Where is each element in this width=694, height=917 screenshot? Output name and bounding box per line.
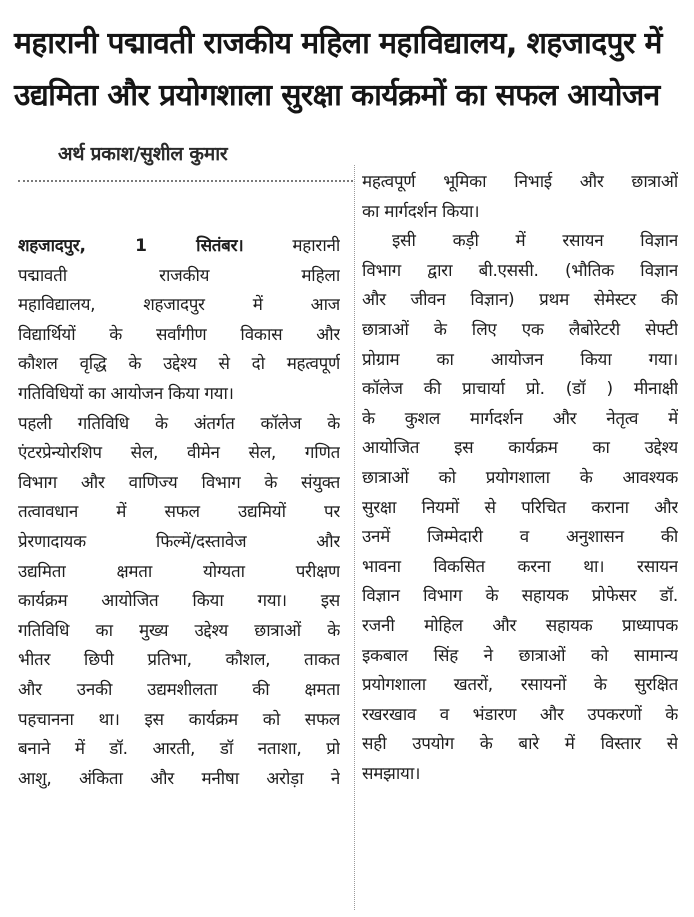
article-line: कार्यक्रम आयोजित किया गया। इस	[18, 591, 340, 612]
article-line: सुरक्षा नियमों से परिचित कराना और	[362, 497, 678, 518]
article-line: पद्मावती राजकीय महिला	[18, 265, 340, 286]
article-line: प्रयोगशाला खतरों, रसायनों के सुरक्षित	[362, 675, 678, 696]
article-line: रजनी मोहिल और सहायक प्राध्यापक	[362, 615, 678, 636]
article-line: का मार्गदर्शन किया।	[362, 201, 480, 222]
article-line: छात्राओं को प्रयोगशाला के आवश्यक	[362, 467, 678, 488]
article-line: इकबाल सिंह ने छात्राओं को सामान्य	[362, 645, 678, 666]
headline	[14, 18, 682, 122]
headline-line-2: उद्यमिता और प्रयोगशाला सुरक्षा कार्यक्रमों का सफल आयोजन	[14, 78, 660, 113]
article-line: कॉलेज की प्राचार्या प्रो. (डॉ ) मीनाक्षी	[362, 379, 678, 400]
article-line: उद्यमिता क्षमता योग्यता परीक्षण	[18, 561, 340, 582]
article-line: सही उपयोग के बारे में विस्तार से	[362, 734, 678, 755]
article-line: समझाया।	[362, 763, 421, 784]
article-line: कौशल वृद्धि के उद्देश्य से दो महत्वपूर्ण	[18, 354, 340, 375]
byline: अर्थ प्रकाश/सुशील कुमार	[58, 143, 228, 165]
article-line: उनमें जिम्मेदारी व अनुशासन की	[362, 527, 678, 548]
article-line: विभाग और वाणिज्य विभाग के संयुक्त	[18, 472, 340, 493]
article-line: गतिविधियों का आयोजन किया गया।	[18, 383, 234, 404]
article-line-text: महारानी	[243, 236, 340, 256]
article-line: महत्वपूर्ण भूमिका निभाई और छात्राओं	[362, 172, 678, 192]
article-line: प्रोग्राम का आयोजन किया गया।	[362, 349, 678, 370]
article-line: महाविद्यालय, शहजादपुर में आज	[18, 295, 340, 316]
article-line: और उनकी उद्यमशीलता की क्षमता	[18, 679, 340, 700]
article-line: के कुशल मार्गदर्शन और नेतृत्व में	[362, 408, 678, 429]
article-line: तत्वावधान में सफल उद्यमियों पर	[18, 502, 340, 523]
article-line: आशु, अंकिता और मनीषा अरोड़ा ने	[18, 768, 340, 789]
article-right-column	[362, 168, 678, 789]
article-line: गतिविधि का मुख्य उद्देश्य छात्राओं के	[18, 620, 340, 641]
article-line	[18, 232, 340, 262]
article-line: आयोजित इस कार्यक्रम का उद्देश्य	[362, 438, 678, 459]
dateline: शहजादपुर, 1 सितंबर।	[18, 236, 244, 256]
headline-line-1: महारानी पद्मावती राजकीय महिला महाविद्यालय, शहजादपुर में	[14, 26, 662, 61]
article-line: प्रेरणादायक फिल्में/दस्तावेज और	[18, 531, 340, 552]
article-line: इसी कड़ी में रसायन विज्ञान	[392, 231, 678, 252]
article-line: भीतर छिपी प्रतिभा, कौशल, ताकत	[18, 650, 340, 671]
article-left-column	[18, 232, 340, 794]
article-line: छात्राओं के लिए एक लैबोरेटरी सेफ्टी	[362, 319, 678, 340]
article-line: रखरखाव व भंडारण और उपकरणों के	[362, 704, 678, 725]
article-line: भावना विकसित करना था। रसायन	[362, 556, 678, 577]
byline-dotted-rule	[18, 180, 353, 182]
article-line: पहचानना था। इस कार्यक्रम को सफल	[18, 709, 340, 730]
column-divider	[354, 165, 355, 910]
article-line: बनाने में डॉ. आरती, डॉ नताशा, प्रो	[18, 739, 340, 760]
article-line: विद्यार्थियों के सर्वांगीण विकास और	[18, 324, 340, 345]
article-line: विभाग द्वारा बी.एससी. (भौतिक विज्ञान	[362, 260, 678, 281]
article-line: पहली गतिविधि के अंतर्गत कॉलेज के	[18, 413, 340, 434]
article-line: विज्ञान विभाग के सहायक प्रोफेसर डॉ.	[362, 586, 678, 607]
article-line: एंटरप्रेन्योरशिप सेल, वीमेन सेल, गणित	[18, 443, 340, 464]
article-line: और जीवन विज्ञान) प्रथम सेमेस्टर की	[362, 290, 678, 311]
